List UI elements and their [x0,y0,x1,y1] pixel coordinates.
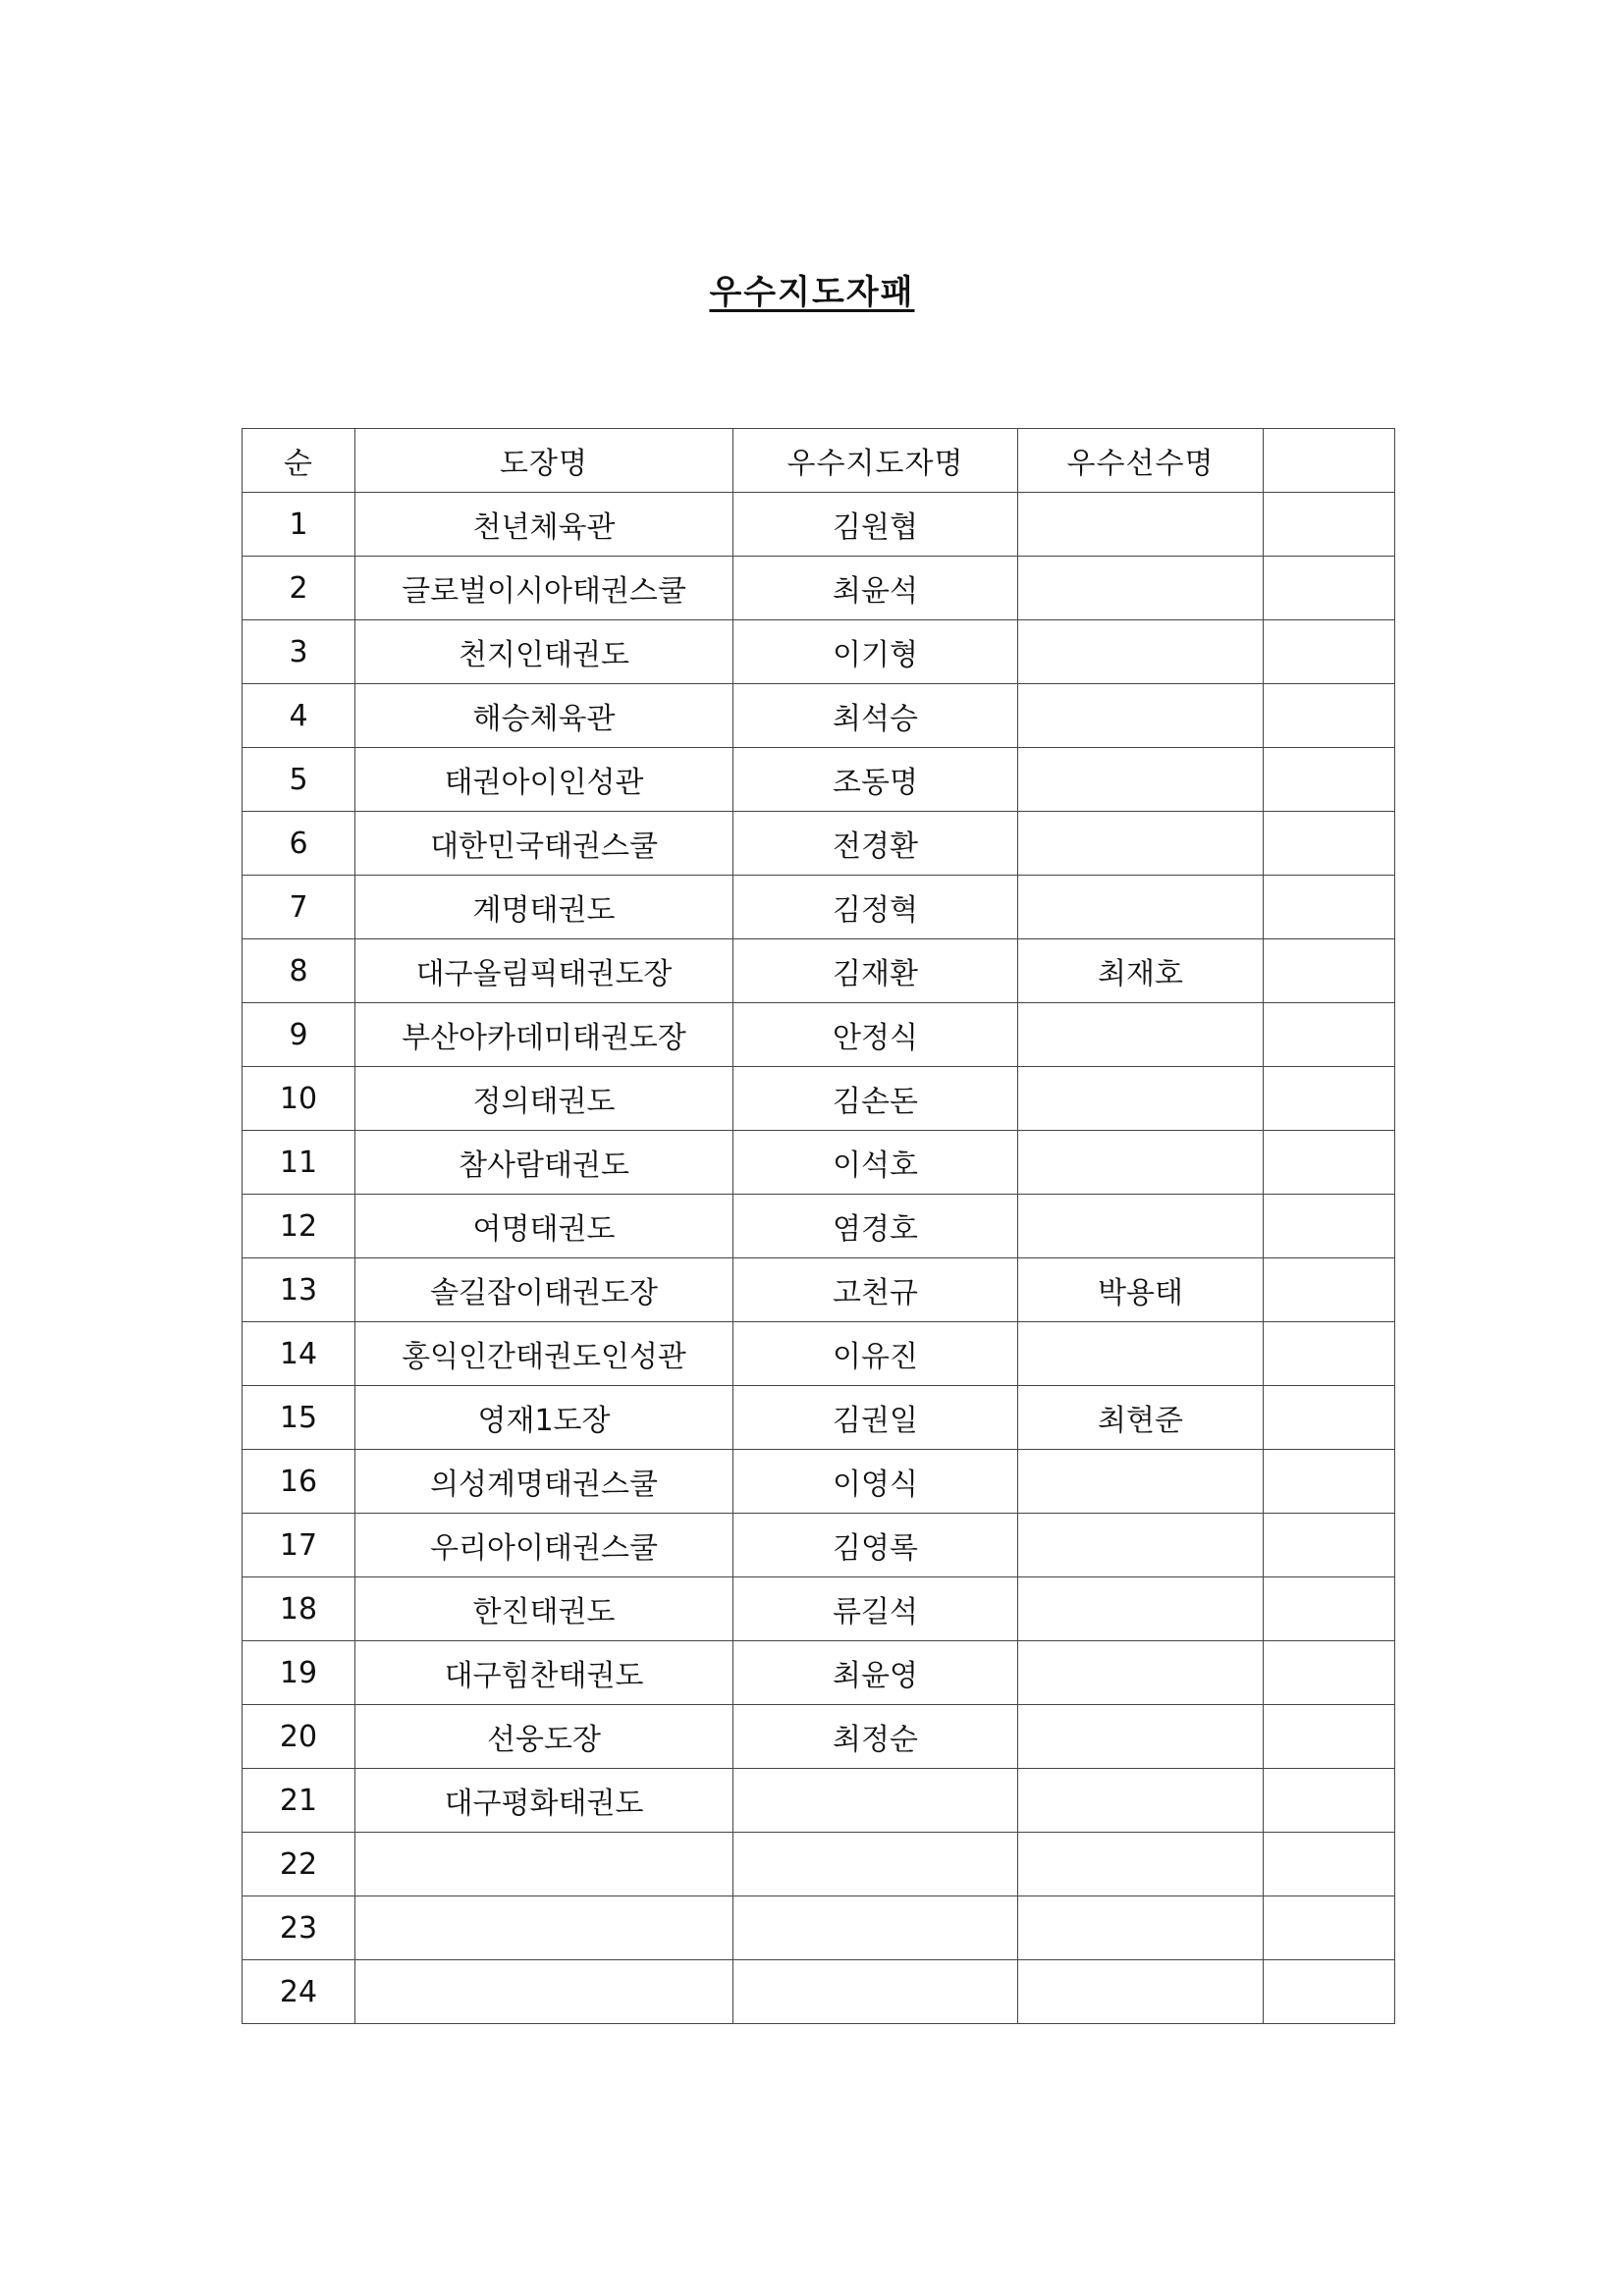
cell-extra [1264,1258,1395,1322]
cell-coach: 류길석 [733,1577,1018,1641]
cell-coach: 김정혁 [733,876,1018,939]
cell-dojang: 정의태권도 [355,1067,733,1131]
cell-coach: 이기형 [733,620,1018,684]
header-dojang: 도장명 [355,429,733,493]
cell-extra [1264,684,1395,748]
cell-athlete [1018,493,1264,557]
cell-extra [1264,812,1395,876]
cell-athlete [1018,1833,1264,1896]
cell-no: 15 [243,1386,355,1450]
cell-dojang: 태권아이인성관 [355,748,733,812]
table-row [243,939,1395,1003]
cell-athlete: 최재호 [1018,939,1264,1003]
cell-athlete [1018,1896,1264,1960]
cell-no: 2 [243,557,355,620]
header-extra [1264,429,1395,493]
page-title: 우수지도자패 [709,273,915,312]
cell-no: 4 [243,684,355,748]
cell-extra [1264,1386,1395,1450]
cell-athlete [1018,876,1264,939]
cell-extra [1264,620,1395,684]
cell-athlete [1018,620,1264,684]
header-row [243,429,1395,493]
cell-coach: 김손돈 [733,1067,1018,1131]
table-row [243,1641,1395,1705]
cell-extra [1264,493,1395,557]
cell-dojang: 천년체육관 [355,493,733,557]
cell-no: 11 [243,1131,355,1195]
cell-dojang: 영재1도장 [355,1386,733,1450]
table-row [243,557,1395,620]
cell-dojang: 선웅도장 [355,1705,733,1769]
table-row [243,748,1395,812]
cell-athlete [1018,1641,1264,1705]
cell-no: 19 [243,1641,355,1705]
cell-coach: 최윤석 [733,557,1018,620]
cell-dojang [355,1960,733,2024]
cell-dojang: 여명태권도 [355,1195,733,1258]
cell-no: 14 [243,1322,355,1386]
cell-athlete [1018,1705,1264,1769]
cell-extra [1264,1896,1395,1960]
cell-coach: 이유진 [733,1322,1018,1386]
cell-extra [1264,1705,1395,1769]
cell-no: 22 [243,1833,355,1896]
cell-no: 17 [243,1514,355,1577]
cell-coach: 전경환 [733,812,1018,876]
cell-coach: 안정식 [733,1003,1018,1067]
cell-no: 10 [243,1067,355,1131]
cell-athlete [1018,1067,1264,1131]
cell-no: 12 [243,1195,355,1258]
cell-dojang: 부산아카데미태권도장 [355,1003,733,1067]
cell-extra [1264,876,1395,939]
table-row [243,1577,1395,1641]
cell-no: 20 [243,1705,355,1769]
cell-athlete [1018,557,1264,620]
cell-no: 1 [243,493,355,557]
cell-coach: 최석승 [733,684,1018,748]
cell-no: 3 [243,620,355,684]
cell-no: 16 [243,1450,355,1514]
cell-coach [733,1833,1018,1896]
cell-extra [1264,939,1395,1003]
cell-extra [1264,1195,1395,1258]
table-row [243,1067,1395,1131]
cell-extra [1264,1577,1395,1641]
cell-athlete [1018,1131,1264,1195]
cell-athlete [1018,1450,1264,1514]
cell-extra [1264,1514,1395,1577]
table-row [243,876,1395,939]
cell-coach: 이석호 [733,1131,1018,1195]
table-row [243,1322,1395,1386]
cell-coach: 김원협 [733,493,1018,557]
cell-dojang: 우리아이태권스쿨 [355,1514,733,1577]
cell-extra [1264,1450,1395,1514]
table-row [243,1896,1395,1960]
cell-no: 7 [243,876,355,939]
cell-extra [1264,748,1395,812]
cell-extra [1264,1833,1395,1896]
award-table [242,428,1395,2024]
cell-dojang [355,1833,733,1896]
cell-dojang: 참사람태권도 [355,1131,733,1195]
cell-athlete [1018,1322,1264,1386]
table-row [243,493,1395,557]
cell-extra [1264,1131,1395,1195]
cell-no: 8 [243,939,355,1003]
cell-athlete [1018,1577,1264,1641]
cell-athlete [1018,812,1264,876]
cell-dojang: 천지인태권도 [355,620,733,684]
cell-extra [1264,1960,1395,2024]
cell-dojang: 대한민국태권스쿨 [355,812,733,876]
cell-no: 18 [243,1577,355,1641]
cell-extra [1264,557,1395,620]
cell-dojang: 홍익인간태권도인성관 [355,1322,733,1386]
cell-dojang: 대구평화태권도 [355,1769,733,1833]
table-row [243,684,1395,748]
table-row [243,812,1395,876]
cell-athlete [1018,748,1264,812]
cell-dojang: 계명태권도 [355,876,733,939]
cell-extra [1264,1322,1395,1386]
cell-coach [733,1769,1018,1833]
header-coach: 우수지도자명 [733,429,1018,493]
cell-dojang: 글로벌이시아태권스쿨 [355,557,733,620]
cell-coach [733,1896,1018,1960]
cell-coach [733,1960,1018,2024]
cell-coach: 염경호 [733,1195,1018,1258]
cell-coach: 최정순 [733,1705,1018,1769]
table-row [243,1450,1395,1514]
cell-athlete [1018,684,1264,748]
cell-dojang: 한진태권도 [355,1577,733,1641]
cell-extra [1264,1067,1395,1131]
cell-no: 6 [243,812,355,876]
table-row [243,620,1395,684]
cell-no: 21 [243,1769,355,1833]
table-row [243,1960,1395,2024]
cell-no: 13 [243,1258,355,1322]
cell-coach: 조동명 [733,748,1018,812]
cell-dojang: 대구힘찬태권도 [355,1641,733,1705]
cell-athlete [1018,1003,1264,1067]
cell-athlete [1018,1514,1264,1577]
cell-coach: 김영록 [733,1514,1018,1577]
cell-no: 24 [243,1960,355,2024]
table-row [243,1195,1395,1258]
header-athlete: 우수선수명 [1018,429,1264,493]
cell-no: 9 [243,1003,355,1067]
table-row [243,1003,1395,1067]
cell-coach: 고천규 [733,1258,1018,1322]
table-row [243,1131,1395,1195]
cell-athlete [1018,1960,1264,2024]
cell-no: 5 [243,748,355,812]
cell-extra [1264,1769,1395,1833]
cell-coach: 김권일 [733,1386,1018,1450]
table-row [243,1258,1395,1322]
cell-dojang: 대구올림픽태권도장 [355,939,733,1003]
cell-no: 23 [243,1896,355,1960]
table-row [243,1833,1395,1896]
cell-athlete [1018,1769,1264,1833]
table-row [243,1386,1395,1450]
cell-coach: 최윤영 [733,1641,1018,1705]
cell-dojang: 해승체육관 [355,684,733,748]
cell-extra [1264,1003,1395,1067]
cell-dojang [355,1896,733,1960]
table-row [243,1705,1395,1769]
cell-athlete: 박용태 [1018,1258,1264,1322]
cell-dojang: 의성계명태권스쿨 [355,1450,733,1514]
cell-coach: 김재환 [733,939,1018,1003]
cell-dojang: 솔길잡이태권도장 [355,1258,733,1322]
cell-athlete [1018,1195,1264,1258]
cell-athlete: 최현준 [1018,1386,1264,1450]
table-row [243,1769,1395,1833]
table-row [243,1514,1395,1577]
table-body [243,493,1395,2024]
cell-extra [1264,1641,1395,1705]
cell-coach: 이영식 [733,1450,1018,1514]
header-no: 순 [243,429,355,493]
